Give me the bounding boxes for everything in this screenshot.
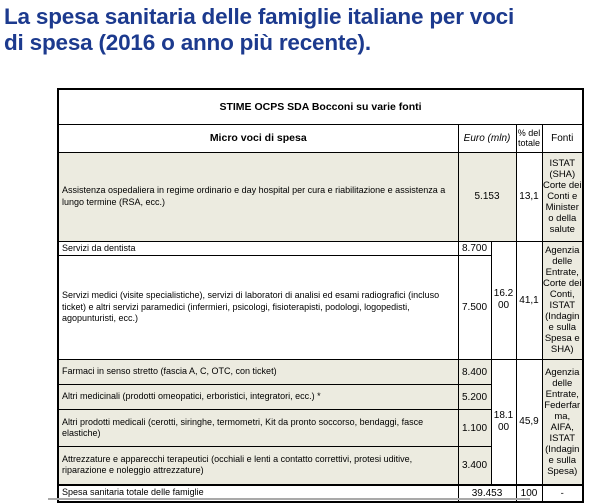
group-percent-value: 45,9 (516, 360, 542, 485)
row-label: Spesa sanitaria totale delle famiglie (58, 485, 458, 502)
group-fonti-value: Agenzia delle Entrate, Corte dei Conti, ISTAT (Indagin e sulla Spesa e SHA) (542, 241, 583, 360)
group-percent-value: 41,1 (516, 241, 542, 360)
group-subtotal-value: 18.100 (491, 360, 516, 485)
table-row-assistenza-ospedaliera (58, 152, 583, 241)
row-euro-value: 8.700 (458, 241, 491, 256)
row-euro-value: 39.453 (458, 485, 516, 502)
row-fonti-value: - (542, 485, 583, 502)
row-percent-value: 13,1 (516, 152, 542, 241)
row-label: Altri medicinali (prodotti omeopatici, erboristici, integratori, ecc.) * (58, 385, 458, 410)
column-header-micro-voci: Micro voci di spesa (58, 124, 458, 152)
column-header-euro-mln: Euro (mln) (458, 124, 516, 152)
row-fonti-value: ISTAT (SHA) Corte dei Conti e Minister o della salute (542, 152, 583, 241)
row-label: Altri prodotti medicali (cerotti, siringhe, termometri, Kit da pronto soccorso, bendaggi, fasce elastiche) (58, 410, 458, 447)
row-euro-value: 5.200 (458, 385, 491, 410)
row-euro-value: 1.100 (458, 410, 491, 447)
row-euro-value: 7.500 (458, 256, 491, 360)
row-euro-value: 5.153 (458, 152, 516, 241)
group-subtotal-value: 16.200 (491, 241, 516, 360)
column-header-percent-totale: % del totale (516, 124, 542, 152)
page-title (4, 4, 604, 56)
column-header-fonti: Fonti (542, 124, 583, 152)
page-title-line-1: La spesa sanitaria delle famiglie italiane per voci (4, 4, 515, 29)
row-label: Servizi medici (visite specialistiche), servizi di laboratori di analisi ed esami radiografici (incluso ticket) e altri servizi paramedici (infermieri, psicologi, fisioterapisti, podologi, logopedisti, agopunturisti, ecc.) (58, 256, 458, 360)
table-row-farmaci (58, 360, 583, 385)
spending-table-container (57, 88, 584, 503)
table-caption: STIME OCPS SDA Bocconi su varie fonti (58, 89, 583, 124)
spending-table (57, 88, 584, 503)
row-label: Servizi da dentista (58, 241, 458, 256)
table-row-servizi-dentista (58, 241, 583, 256)
bottom-divider-line (48, 498, 530, 500)
row-percent-value: 100 (516, 485, 542, 502)
row-euro-value: 3.400 (458, 447, 491, 485)
page-title-line-2: di spesa (2016 o anno più recente). (4, 30, 371, 55)
group-fonti-value: Agenzia delle Entrate, Federfar ma, AIFA, ISTAT (Indagin e sulla Spesa) (542, 360, 583, 485)
row-label: Attrezzature e apparecchi terapeutici (occhiali e lenti a contatto correttivi, protesi uditive, riparazione e noleggio attrezzature) (58, 447, 458, 485)
row-label: Farmaci in senso stretto (fascia A, C, OTC, con ticket) (58, 360, 458, 385)
row-label: Assistenza ospedaliera in regime ordinario e day hospital per cura e riabilitazione e assistenza a lungo termine (RSA, ecc.) (58, 152, 458, 241)
row-euro-value: 8.400 (458, 360, 491, 385)
